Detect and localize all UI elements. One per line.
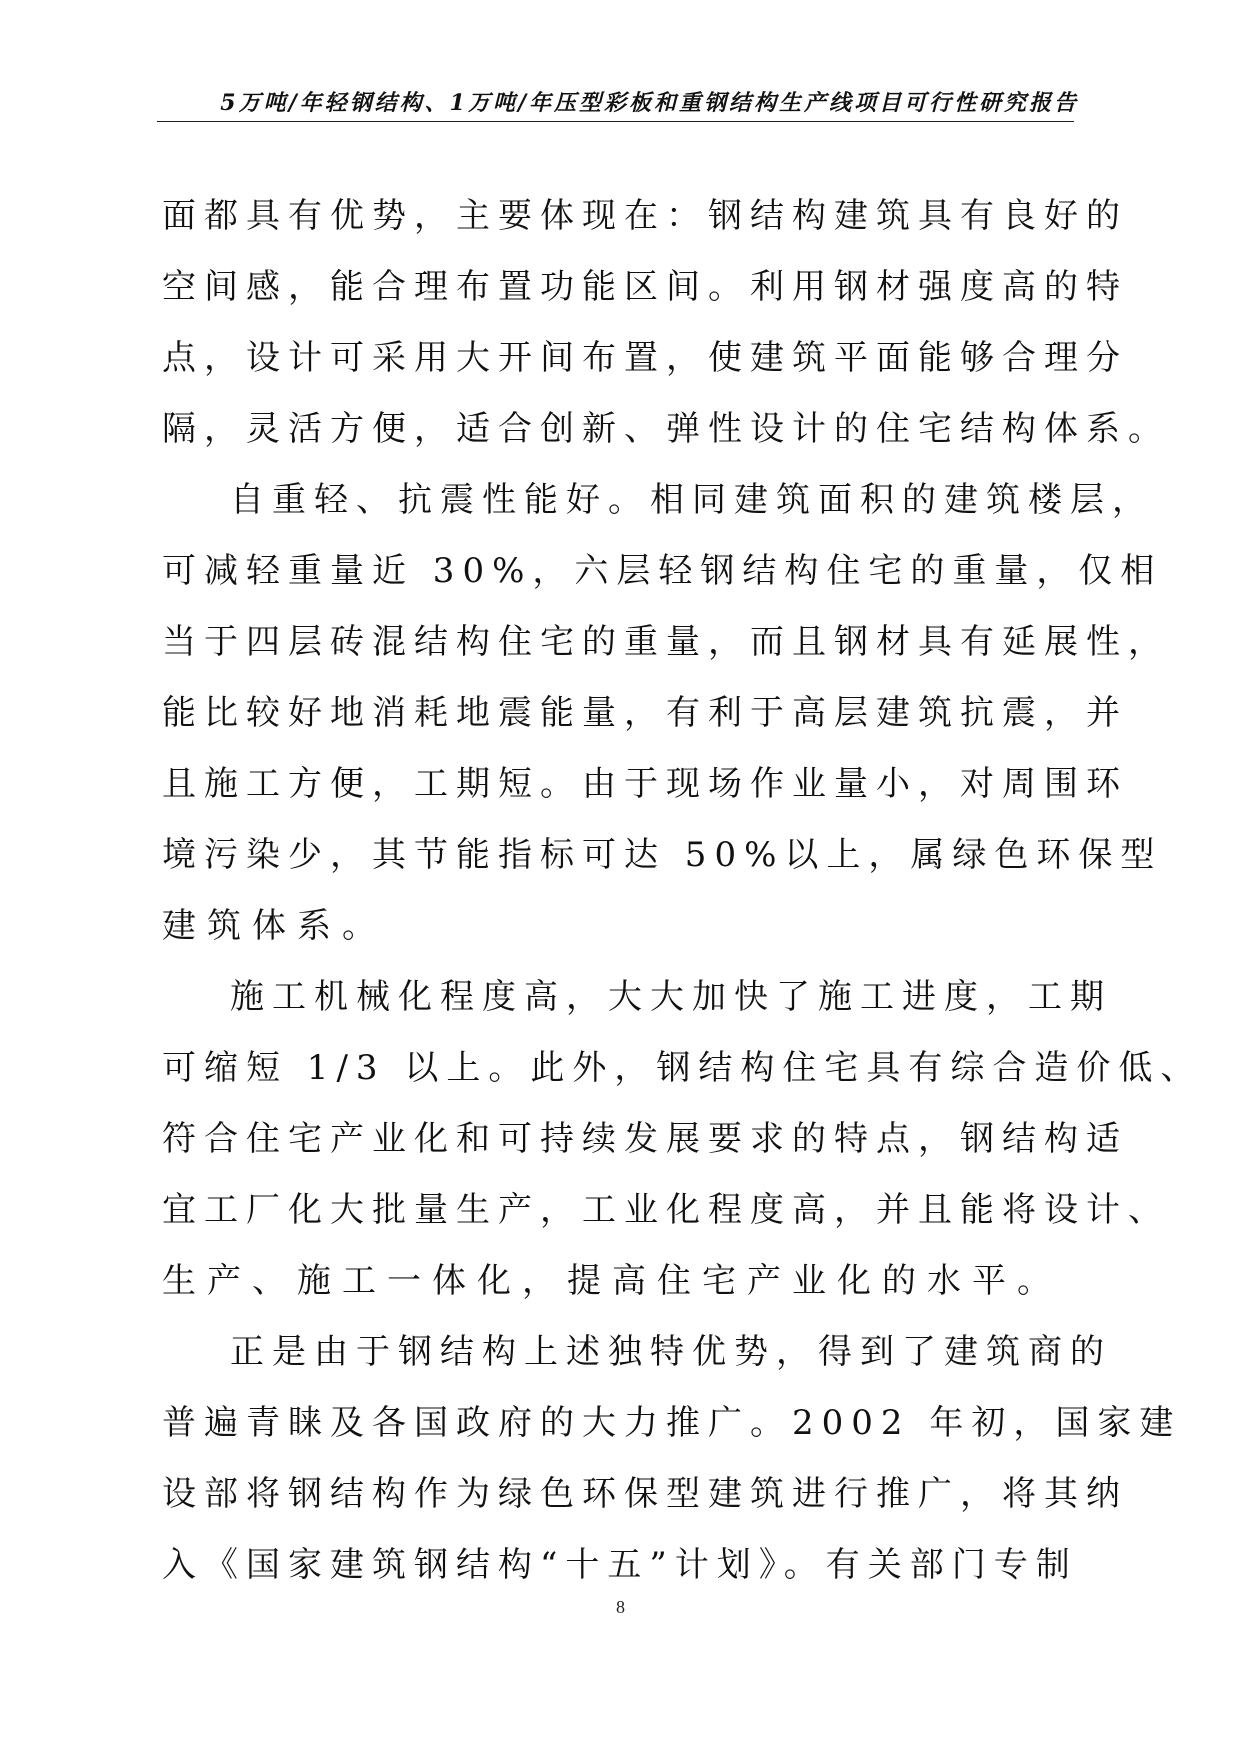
text-line: 正是由于钢结构上述独特优势，得到了建筑商的 [230,1332,1112,1372]
text-line: 符合住宅产业化和可持续发展要求的特点，钢结构适 [162,1119,1128,1159]
body-text [162,181,1203,1601]
text-line: 面都具有优势，主要体现在：钢结构建筑具有良好的 [162,196,1128,236]
text-line: 生产、施工一体化，提高住宅产业化的水平。 [162,1261,1062,1301]
text-line: 可缩短 1/3 以上。此外，钢结构住宅具有综合造价低、 [162,1048,1203,1088]
page-number: 8 [616,1597,625,1617]
running-header: 5万吨/年轻钢结构、1万吨/年压型彩板和重钢结构生产线项目可行性研究报告 [220,90,1079,116]
text-line: 设部将钢结构作为绿色环保型建筑进行推广，将其纳 [162,1474,1128,1514]
text-line: 建筑体系。 [162,906,387,946]
text-line: 且施工方便，工期短。由于现场作业量小，对周围环 [162,764,1128,804]
text-line: 境污染少，其节能指标可达 50%以上，属绿色环保型 [162,835,1163,875]
text-line: 空间感，能合理布置功能区间。利用钢材强度高的特 [162,267,1128,307]
text-line: 自重轻、抗震性能好。相同建筑面积的建筑楼层， [230,480,1154,520]
text-line: 宜工厂化大批量生产，工业化程度高，并且能将设计、 [162,1190,1170,1230]
header-rule [157,121,1074,122]
text-line: 可减轻重量近 30%，六层轻钢结构住宅的重量，仅相 [162,551,1163,591]
text-line: 施工机械化程度高，大大加快了施工进度，工期 [230,977,1112,1017]
text-line: 点，设计可采用大开间布置，使建筑平面能够合理分 [162,338,1128,378]
text-line: 普遍青睐及各国政府的大力推广。2002 年初，国家建 [162,1403,1182,1443]
text-line: 隔，灵活方便，适合创新、弹性设计的住宅结构体系。 [162,409,1170,449]
text-line: 当于四层砖混结构住宅的重量，而且钢材具有延展性， [162,622,1170,662]
text-line: 能比较好地消耗地震能量，有利于高层建筑抗震，并 [162,693,1128,733]
text-line: 入《国家建筑钢结构“十五”计划》。有关部门专制 [162,1545,1078,1585]
